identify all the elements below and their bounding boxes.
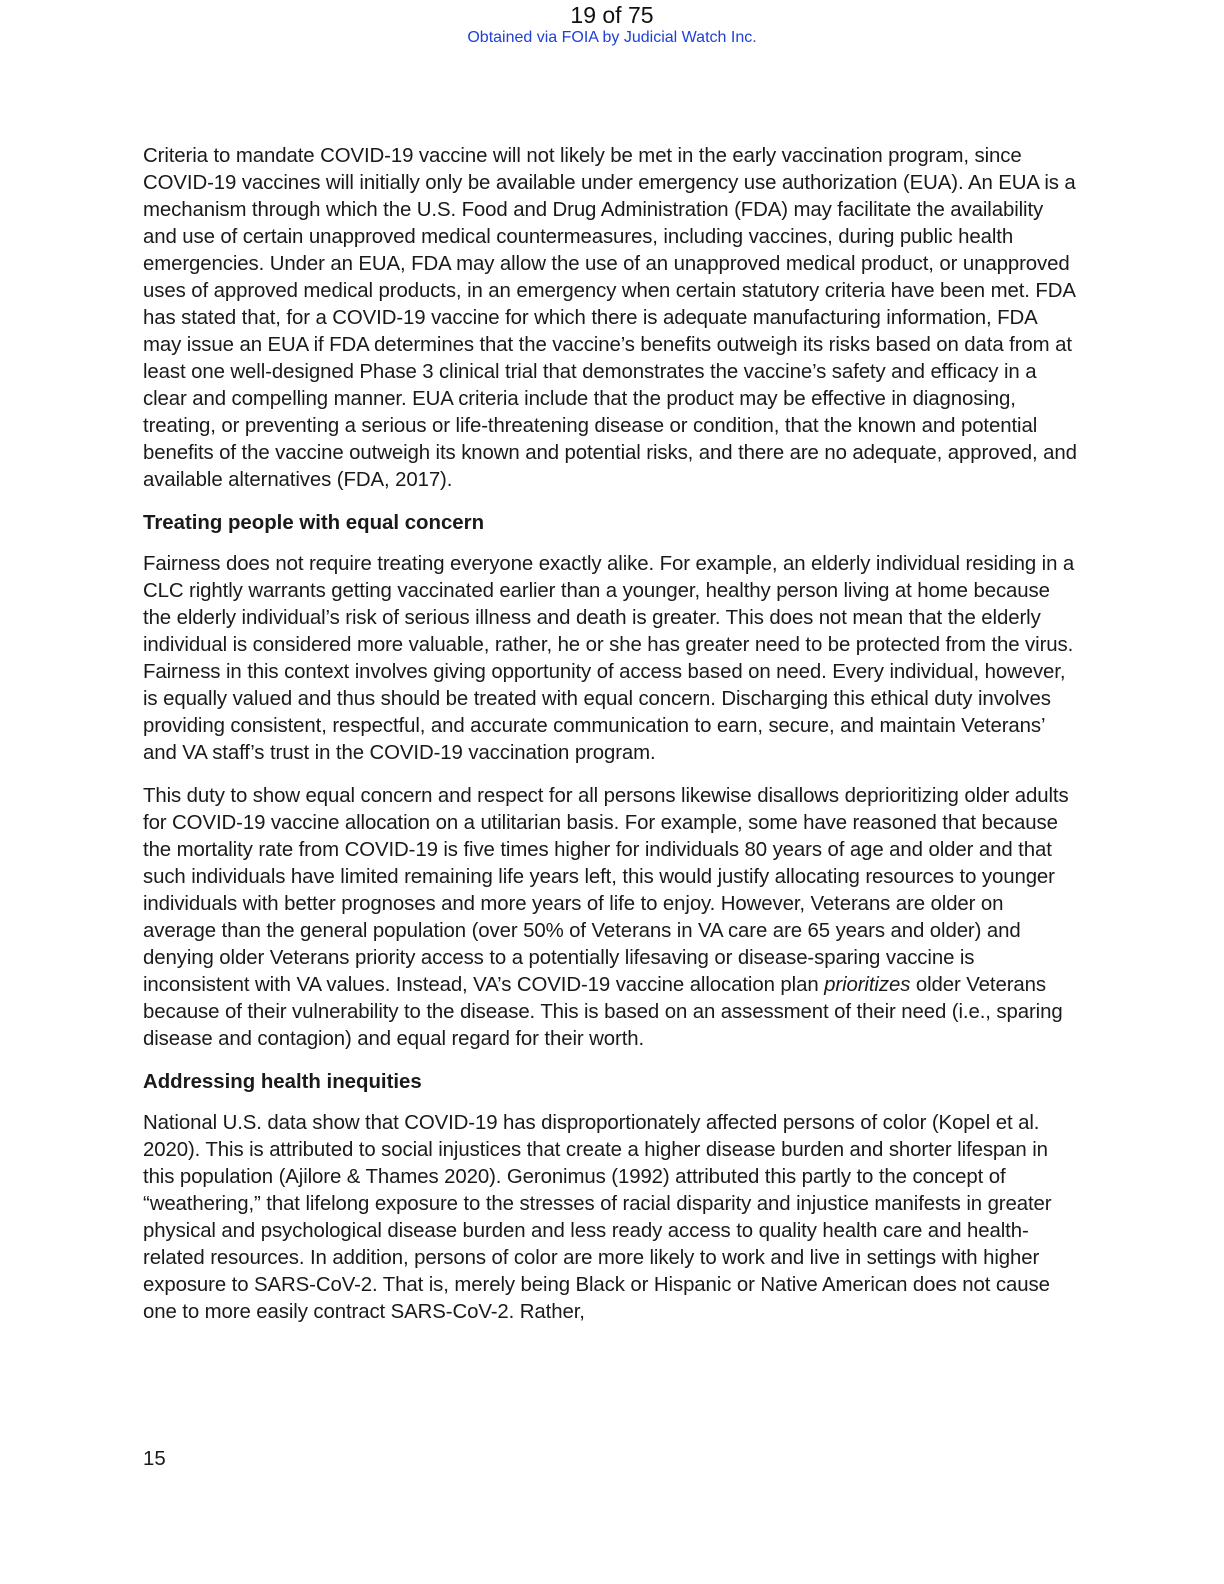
- paragraph-health-inequities: National U.S. data show that COVID-19 has disproportionately affected persons of color (Kopel et al. 2020). This is attributed to social injustices that create a higher disease burden and shorter lifespan in this population (Ajilore & Thames 2020). Geronimus (1992) attributed this partly to the concept of “weathering,” that lifelong exposure to the stresses of racial disparity and injustice manifests in greater physical and psychological disease burden and less ready access to quality health care and health-related resources. In addition, persons of color are more likely to work and live in settings with higher exposure to SARS-CoV-2. That is, merely being Black or Hispanic or Native American does not cause one to more easily contract SARS-CoV-2. Rather,: [143, 1112, 1052, 1323]
- page-header: [0, 2, 1224, 48]
- page-number: 15: [143, 1448, 166, 1470]
- paragraph-fairness: Fairness does not require treating everyone exactly alike. For example, an elderly individual residing in a CLC rightly warrants getting vaccinated earlier than a younger, healthy person living at home because the elderly individual’s risk of serious illness and death is greater. This does not mean that the elderly individual is considered more valuable, rather, he or she has greater need to be protected from the virus. Fairness in this context involves giving opportunity of access based on need. Every individual, however, is equally valued and thus should be treated with equal concern. Discharging this ethical duty involves providing consistent, respectful, and accurate communication to earn, secure, and maintain Veterans’ and VA staff’s trust in the COVID-19 vaccination program.: [143, 553, 1075, 764]
- paragraph-older-adults-part2: older Veterans because of their vulnerability to the disease. This is based on an assessment of their need (i.e., sparing disease and contagion) and equal regard for their worth.: [143, 974, 1063, 1050]
- paragraph-eua-criteria: Criteria to mandate COVID-19 vaccine will not likely be met in the early vaccination program, since COVID-19 vaccines will initially only be available under emergency use authorization (EUA). An EUA is a mechanism through which the U.S. Food and Drug Administration (FDA) may facilitate the availability and use of certain unapproved medical countermeasures, including vaccines, during public health emergencies. Under an EUA, FDA may allow the use of an unapproved medical product, or unapproved uses of approved medical products, in an emergency when certain statutory criteria have been met. FDA has stated that, for a COVID-19 vaccine for which there is adequate manufacturing information, FDA may issue an EUA if FDA determines that the vaccine’s benefits outweigh its risks based on data from at least one well-designed Phase 3 clinical trial that demonstrates the vaccine’s safety and efficacy in a clear and compelling manner. EUA criteria include that the product may be effective in diagnosing, treating, or preventing a serious or life-threatening disease or condition, that the known and potential benefits of the vaccine outweigh its known and potential risks, and there are no adequate, approved, and available alternatives (FDA, 2017).: [143, 145, 1077, 491]
- heading-health-inequities: Addressing health inequities: [143, 1071, 422, 1093]
- document-body: [143, 143, 1078, 1342]
- paragraph-older-adults-part1: This duty to show equal concern and respect for all persons likewise disallows deprioritizing older adults for COVID-19 vaccine allocation on a utilitarian basis. For example, some have reasoned that because the mortality rate from COVID-19 is five times higher for individuals 80 years of age and older and that such individuals have limited remaining life years left, this would justify allocating resources to younger individuals with better prognoses and more years of life to enjoy. However, Veterans are older on average than the general population (over 50% of Veterans in VA care are 65 years and older) and denying older Veterans priority access to a potentially lifesaving or disease-sparing vaccine is inconsistent with VA values. Instead, VA’s COVID-19 vaccine allocation plan: [143, 785, 1069, 996]
- foia-notice: Obtained via FOIA by Judicial Watch Inc.: [467, 29, 757, 46]
- paragraph-older-adults: [143, 783, 1078, 1053]
- paragraph-older-adults-emphasis: prioritizes: [824, 974, 911, 996]
- heading-equal-concern: Treating people with equal concern: [143, 512, 485, 534]
- page-counter: 19 of 75: [570, 2, 654, 28]
